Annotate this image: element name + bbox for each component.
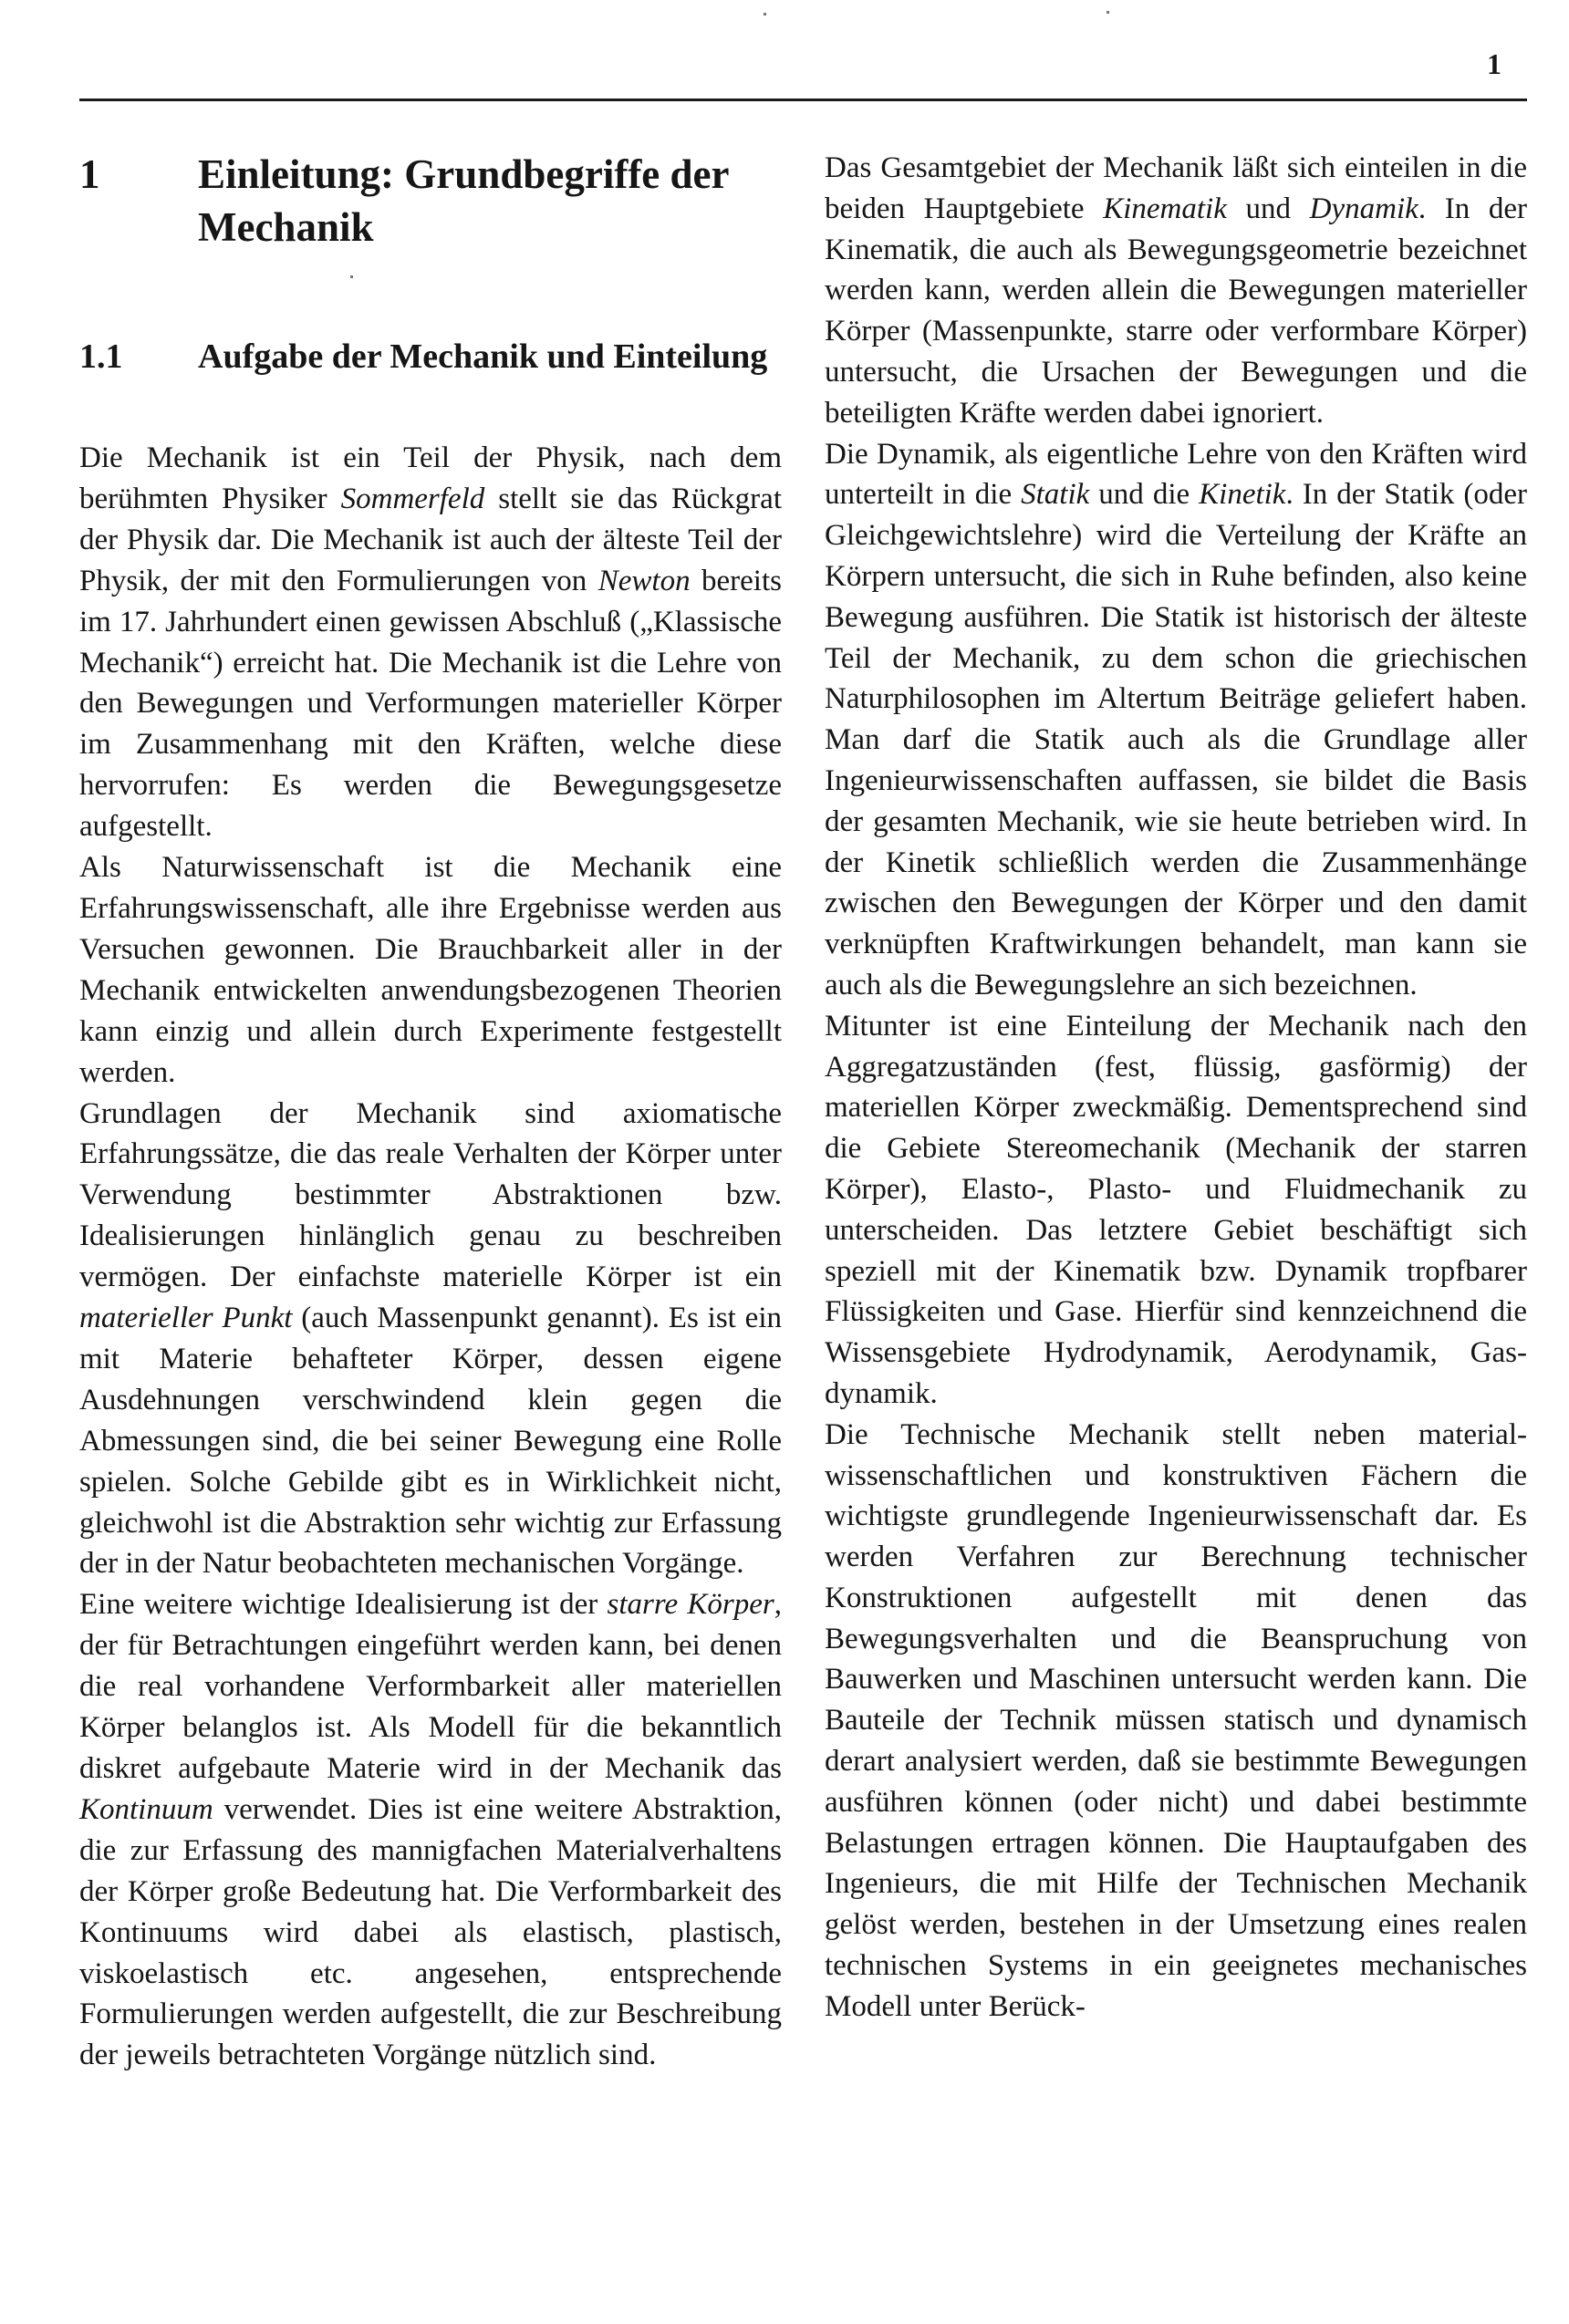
text-run: und die	[1089, 478, 1200, 512]
italic-term: Kontinuum	[79, 1792, 213, 1826]
text-run: Grundlagen der Mechanik sind axiomatische Erfahrungssätze, die das reale Verhalten der Körper unter Verwendung bestimmter Abstraktionen bzw. Idealisierungen hinlänglich genau zu beschreiben vermögen. Der einfachste materielle Körper ist ein	[79, 1096, 782, 1294]
scan-speck	[1107, 11, 1109, 14]
text-run: Das Gesamtgebiet der Mechanik läßt sich einteilen in die beiden Hauptgebiete	[825, 151, 1527, 225]
chapter-number: 1	[79, 151, 100, 197]
italic-term: Newton	[597, 564, 691, 597]
text-run: bereits im 17. Jahrhundert einen gewissen Abschluß („Klassische Mechanik“) erreicht hat. Die Mechanik ist die Lehre von den Bewegungen und Verformungen materieller Körper im Zusammenhang mit den Kräften, welche diese hervorrufen: Es werden die Bewegungsgesetze aufgestellt.	[79, 564, 782, 844]
page-number: 1	[1487, 47, 1501, 80]
text-run: verwendet. Dies ist eine weitere Abstraktion, die zur Erfassung des mannigfachen Materialverhaltens der Körper große Bedeutung hat. Die Verformbarkeit des Kontinuums wird dabei als elastisch, plastisch, viskoelastisch etc. angesehen, entsprechende Formulierungen werden aufgestellt, die zur Beschreibung der jeweils betrachteten Vorgänge nützlich sind.	[79, 1792, 782, 2072]
text-run: , der für Betrachtungen eingeführt werden kann, bei denen die real vorhandene Verformbarkeit aller materiellen Körper belanglos ist. Als Modell für die bekanntlich diskret aufgebaute Materie wird in der Mechanik das	[79, 1588, 782, 1785]
header-rule	[79, 99, 1527, 101]
italic-term: Dynamik	[1309, 192, 1418, 225]
text-run: und	[1226, 192, 1310, 225]
paragraph	[825, 148, 1527, 434]
text-run: (auch Massenpunkt genannt). Es ist ein mit Materie behafteter Körper, dessen eigene Ausdehnungen verschwindend klein gegen die Abmessungen sind, die bei seiner Bewegung eine Rolle spielen. Solche Gebilde gibt es in Wirklichkeit nicht, gleichwohl ist die Abstraktion sehr wichtig zur Erfassung der in der Natur beobachteten mechanischen Vorgänge.	[79, 1302, 782, 1581]
chapter-heading	[79, 148, 782, 254]
text-run: Die Dynamik, als eigentliche Lehre von den Kräften wird unterteilt in die	[825, 437, 1527, 512]
left-body	[79, 438, 782, 2076]
right-column	[825, 148, 1527, 2028]
text-run: . In der Statik (oder Gleichgewichtslehre) wird die Verteilung der Kräfte an Körpern untersucht, die sich in Ruhe befinden, also keine Bewegung ausführen. Die Statik ist historisch der älteste Teil der Mechanik, zu dem schon die griechischen Naturphilosophen im Altertum Beiträge geliefert haben. Man darf die Statik auch als die Grundlage aller Ingenieurwissenschaften auffassen, sie bildet die Basis der gesamten Mechanik, wie sie heute betrieben wird. In der Kinetik schließlich werden die Zusammenhänge zwischen den Bewegungen der Körper und den damit verknüpften Kraftwirkungen behandelt, man kann sie auch als die Bewegungslehre an sich bezeichnen.	[825, 478, 1527, 1001]
text-run: stellt sie das Rückgrat der Physik dar. Die Mechanik ist auch der älteste Teil der Physik, der mit den Formulierungen von	[79, 482, 782, 597]
scan-speck	[764, 13, 766, 16]
text-run: . In der Kinematik, die auch als Bewegungsgeometrie bezeichnet werden kann, werden allein die Bewegungen materieller Körper (Massenpunkte, starre oder verformbare Körper) untersucht, die Ursachen der Bewegungen und die beteiligten Kräfte werden dabei ignoriert.	[825, 192, 1527, 430]
paragraph	[79, 1584, 782, 2076]
section-heading	[79, 332, 782, 381]
paragraph: Die Technische Mechanik stellt neben materialwissenschaftlichen und konstruktiven Fächern die wichtigste grundlegende Ingenieurwissenschaft dar. Es werden Verfahren zur Berechnung technischer Konstruktionen aufgestellt mit denen das Bewegungsverhalten und die Beanspruchung von Bauwerken und Maschinen untersucht werden kann. Die Bauteile der Technik müssen statisch und dynamisch derart analysiert werden, daß sie bestimmte Bewegungen ausführen können (oder nicht) und dabei bestimmte Belastungen ertragen können. Die Hauptaufgaben des Ingenieurs, die mit Hilfe der Technischen Mechanik gelöst werden, bestehen in der Umsetzung eines realen technischen Systems in ein geeignetes mechanisches Modell unter Berück-	[825, 1417, 1527, 2023]
paragraph	[79, 1094, 782, 1585]
paragraph	[825, 434, 1527, 1006]
italic-term: starre Körper	[607, 1588, 774, 1622]
paragraph: Mitunter ist eine Einteilung der Mechanik nach den Aggregatzuständen (fest, flüssig, gasförmig) der materiellen Körper zweckmäßig. Dementsprechend sind die Gebiete Stereomechanik (Mechanik der starren Körper), Elasto-, Plasto- und Fluidmechanik zu unterscheiden. Das letztere Gebiet beschäftigt sich speziell mit der Kinematik bzw. Dynamik tropfbarer Flüssigkeiten und Gase. Hierfür sind kennzeichnend die Wissensgebiete Hydrodynamik, Aerodynamik, Gasdynamik.	[825, 1009, 1527, 1410]
section-number: 1.1	[79, 337, 123, 376]
text-run: Eine weitere wichtige Idealisierung ist der	[79, 1588, 608, 1622]
text-run: Die Mechanik ist ein Teil der Physik, nach dem berühmten Physiker	[79, 441, 782, 515]
chapter-title: Einleitung: Grundbegriffe der Mechanik	[198, 151, 729, 250]
paragraph	[79, 438, 782, 847]
italic-term: Sommerfeld	[340, 482, 485, 515]
italic-term: materieller Punkt	[79, 1302, 293, 1335]
paragraph: Als Naturwissenschaft ist die Mechanik eine Erfahrungswissenschaft, alle ihre Ergebnisse werden aus Versuchen gewonnen. Die Brauchbarkeit aller in der Mechanik entwickelten anwendungsbezogenen Theorien kann einzig und allein durch Experimente festgestellt werden.	[79, 851, 782, 1089]
section-title: Aufgabe der Mechanik und Einteilung	[198, 337, 768, 376]
italic-term: Statik	[1021, 478, 1090, 512]
left-column	[79, 148, 782, 2076]
italic-term: Kinematik	[1103, 192, 1227, 225]
italic-term: Kinetik	[1199, 478, 1286, 512]
